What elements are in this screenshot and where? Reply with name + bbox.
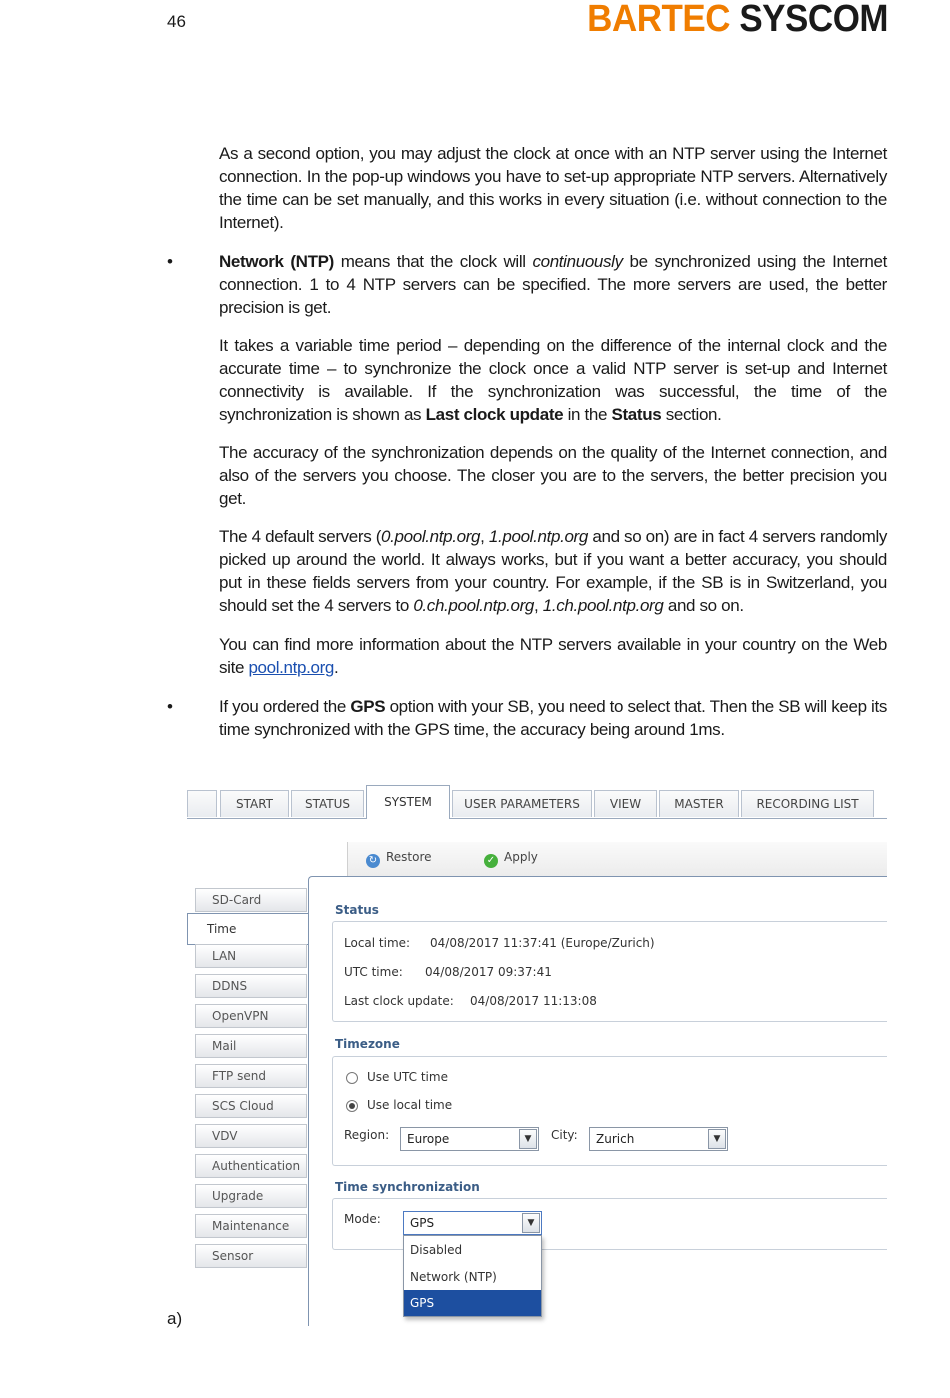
apply-button[interactable]: ✓ Apply	[484, 850, 538, 868]
settings-screenshot	[187, 784, 887, 1326]
sidebar-item-mail[interactable]: Mail	[195, 1034, 307, 1058]
bullet: •	[167, 697, 173, 716]
local-time-label: Local time:	[344, 936, 411, 950]
timezone-section-title: Timezone	[335, 1037, 400, 1051]
city-label: City:	[551, 1128, 578, 1142]
restore-button[interactable]: ↻ Restore	[366, 850, 432, 868]
sidebar-item-openvpn[interactable]: OpenVPN	[195, 1004, 307, 1028]
last-clock-update-label: Last clock update:	[344, 994, 454, 1008]
mode-label: Mode:	[344, 1212, 381, 1226]
term-last-clock-update: Last clock update	[425, 405, 564, 424]
term-status: Status	[611, 405, 662, 424]
pool-ntp-link[interactable]: pool.ntp.org	[248, 658, 335, 677]
chevron-down-icon: ▼	[708, 1129, 726, 1149]
page-number: 46	[167, 12, 186, 31]
sidebar-item-upgrade[interactable]: Upgrade	[195, 1184, 307, 1208]
use-local-label: Use local time	[367, 1098, 453, 1112]
restore-icon: ↻	[366, 854, 380, 868]
paragraph-more-info: You can find more information about the NTP servers available in your country on the Web site pool.ntp.org.	[219, 635, 887, 677]
sidebar-item-lan[interactable]: LAN	[195, 944, 307, 968]
bullet: •	[167, 252, 173, 271]
check-icon: ✓	[484, 854, 498, 868]
time-sync-section-title: Time synchronization	[335, 1180, 480, 1194]
sidebar-item-authentication[interactable]: Authentication	[195, 1154, 307, 1178]
region-select[interactable]: Europe ▼	[400, 1127, 539, 1151]
toolbar	[347, 842, 887, 876]
paragraph-accuracy: The accuracy of the synchronization depends on the quality of the Internet connection, and also of the servers you choose. The closer you are to the servers, the better precision you get.	[219, 443, 887, 508]
local-time-value: 04/08/2017 11:37:41 (Europe/Zurich)	[430, 936, 655, 950]
utc-time-value: 04/08/2017 09:37:41	[425, 965, 552, 979]
term-gps: GPS	[350, 697, 386, 716]
city-select[interactable]: Zurich ▼	[589, 1127, 728, 1151]
utc-time-label: UTC time:	[344, 965, 403, 979]
chevron-down-icon: ▼	[522, 1213, 540, 1233]
bartec-syscom-logo: BARTEC SYSCOM	[587, 0, 888, 40]
use-utc-radio[interactable]	[346, 1072, 358, 1084]
mode-dropdown-list	[403, 1235, 542, 1317]
bullet-network-ntp: Network (NTP) means that the clock will continuously be synchronized using the Internet connection. 1 to 4 NTP servers can be specified. The more servers are used, the better precision is get.	[219, 252, 887, 317]
sidebar-item-sd-card[interactable]: SD-Card	[195, 888, 307, 912]
sidebar-item-ftp-send[interactable]: FTP send	[195, 1064, 307, 1088]
paragraph-sync-time: It takes a variable time period – depending on the difference of the internal clock and the accurate time – to synchronize the clock once a valid NTP server is set-up and Internet connectivity is available. If the synchronization was successful, the time of the synchronization is shown as Last clock update in the Status section.	[219, 336, 887, 424]
paragraph-default-servers: The 4 default servers (0.pool.ntp.org, 1.pool.ntp.org and so on) are in fact 4 servers randomly picked up around the world. It always works, but if you want a better accuracy, you should put in these fields servers from your country. For example, if the SB is in Switzerland, you should set the 4 servers to 0.ch.pool.ntp.org, 1.ch.pool.ntp.org and so on.	[219, 527, 888, 615]
use-local-radio[interactable]	[346, 1100, 358, 1112]
bullet-gps: If you ordered the GPS option with your SB, you need to select that. Then the SB will keep its time synchronized with the GPS time, the accuracy being around 1ms.	[219, 697, 888, 739]
last-clock-update-value: 04/08/2017 11:13:08	[470, 994, 597, 1008]
chevron-down-icon: ▼	[519, 1129, 537, 1149]
sidebar-item-sensor[interactable]: Sensor	[195, 1244, 307, 1268]
sidebar-item-ddns[interactable]: DDNS	[195, 974, 307, 998]
tab-system[interactable]: SYSTEM	[366, 785, 450, 819]
mode-option-network-ntp[interactable]: Network (NTP)	[410, 1270, 497, 1284]
tab-spacer	[187, 790, 217, 817]
term-network-ntp: Network (NTP)	[219, 252, 334, 271]
sidebar-item-maintenance[interactable]: Maintenance	[195, 1214, 307, 1238]
mode-select[interactable]: GPS ▼	[403, 1211, 542, 1235]
tab-start[interactable]: START	[220, 790, 289, 817]
tab-recording-list[interactable]: RECORDING LIST	[741, 790, 874, 817]
paragraph-ntp-option: As a second option, you may adjust the clock at once with an NTP server using the Internet connection. In the pop-up windows you have to set-up appropriate NTP servers. Alternatively the time can be set manually, and this works in every situation (i.e. without connection to the Internet).	[219, 144, 887, 232]
figure-caption: a)	[167, 1309, 183, 1328]
status-section-title: Status	[335, 903, 379, 917]
sidebar-item-time[interactable]: Time	[187, 913, 309, 945]
mode-option-disabled[interactable]: Disabled	[410, 1243, 463, 1257]
tab-status[interactable]: STATUS	[291, 790, 364, 817]
emphasis-continuously: continuously	[532, 252, 623, 271]
tab-master[interactable]: MASTER	[659, 790, 739, 817]
tab-user-parameters[interactable]: USER PARAMETERS	[452, 790, 592, 817]
tab-view[interactable]: VIEW	[594, 790, 657, 817]
sidebar-item-vdv[interactable]: VDV	[195, 1124, 307, 1148]
mode-option-gps[interactable]: GPS	[404, 1290, 541, 1316]
main-tab-bar	[187, 784, 887, 819]
region-label: Region:	[344, 1128, 390, 1142]
sidebar-item-scs-cloud[interactable]: SCS Cloud	[195, 1094, 307, 1118]
use-utc-label: Use UTC time	[367, 1070, 448, 1084]
